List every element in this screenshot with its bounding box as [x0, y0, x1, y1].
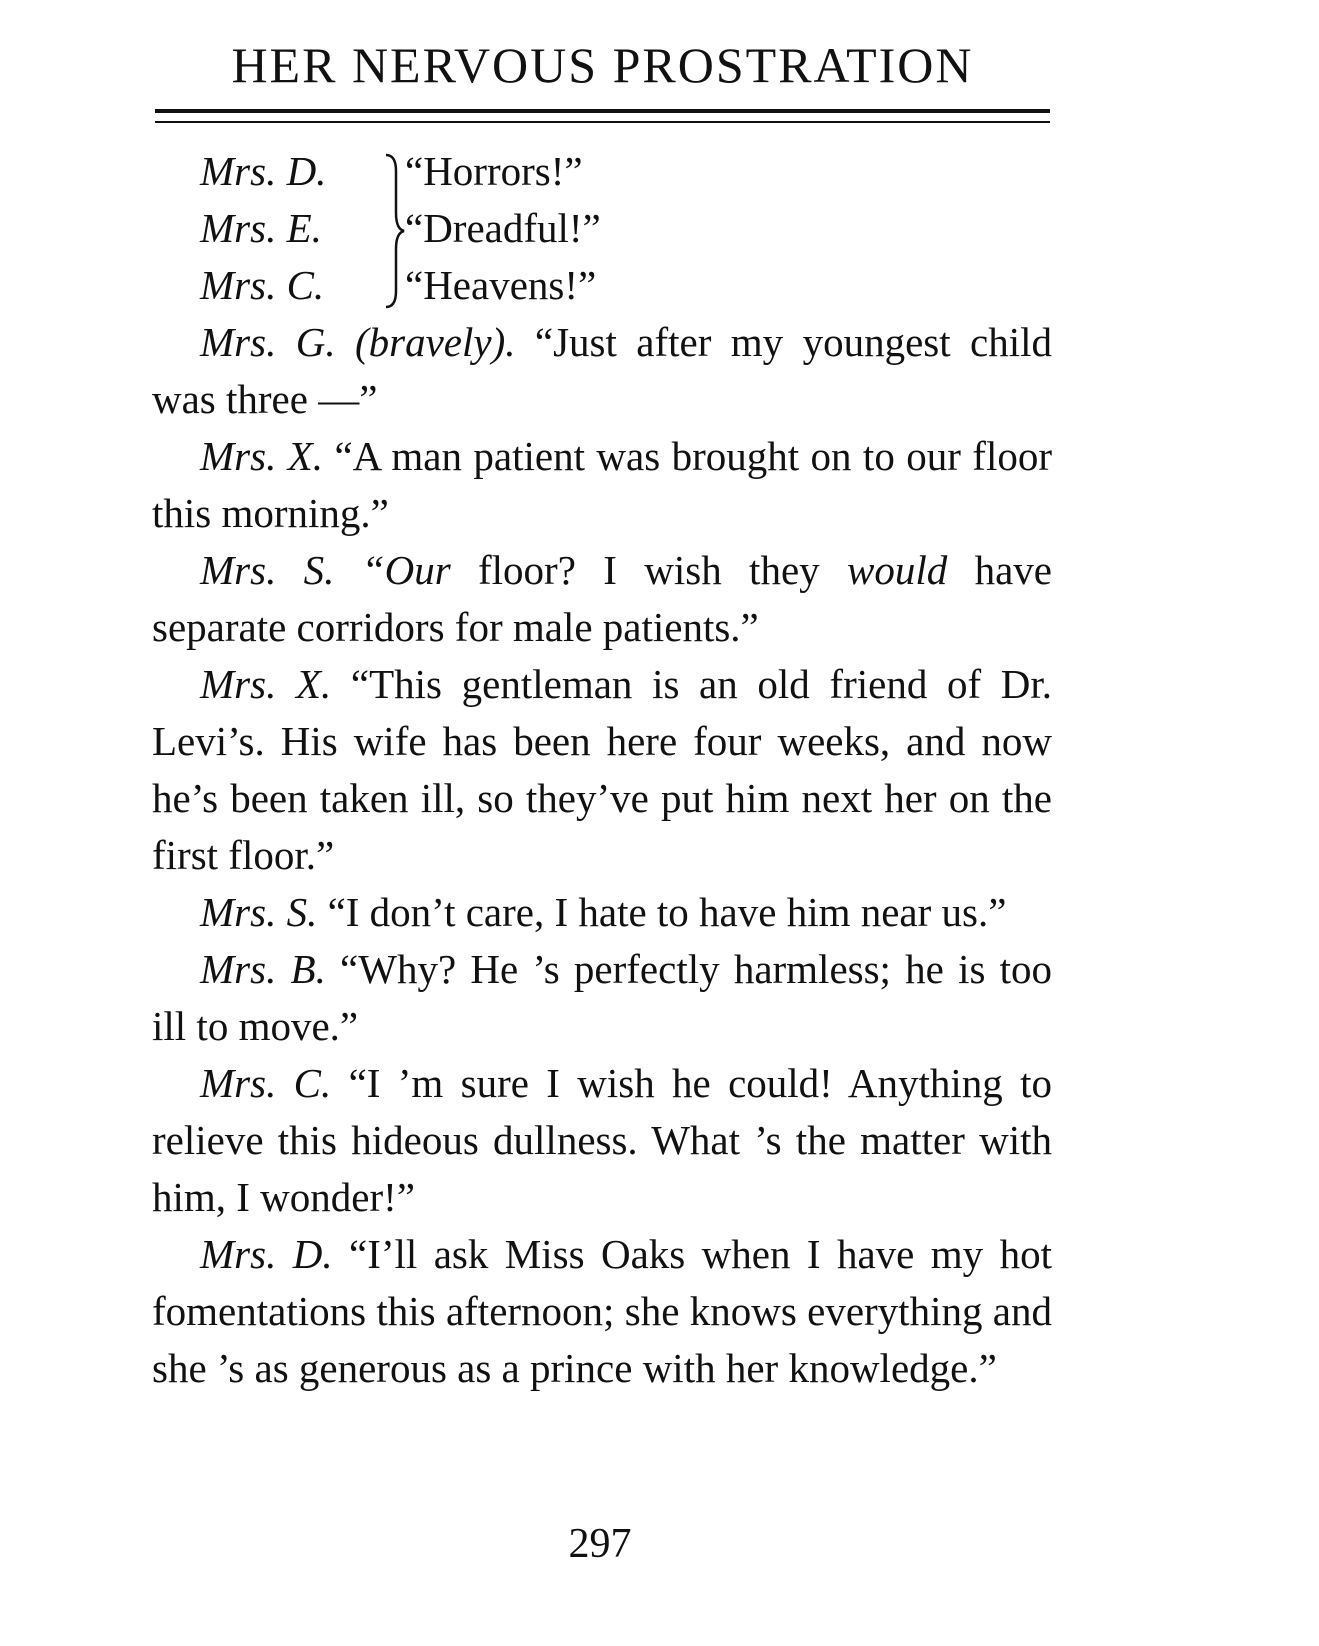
text-block [152, 143, 1052, 1397]
dialogue-paragraph [152, 1055, 1052, 1226]
dialogue-paragraph [152, 428, 1052, 542]
dialogue-text: “This gentleman is an old friend of Dr. Levi’s. His wife has been here four weeks, and now he’s been taken ill, so they’ve put him next her on the first floor.” [152, 661, 1053, 878]
speaker-name: Mrs. X. [200, 661, 332, 707]
header-rule-thick [155, 109, 1050, 113]
chorus-group [152, 143, 1052, 314]
dialogue-text: “I don’t care, I hate to have him near us.” [327, 889, 1007, 935]
chorus-exclamation: “Dreadful!” [405, 205, 601, 251]
speaker-name: Mrs. D. [200, 1231, 333, 1277]
brace-icon [382, 151, 408, 311]
speaker-name: Mrs. B. [200, 946, 326, 992]
dialogue-text: “Why? He ’s perfectly harmless; he is too ill to move.” [152, 946, 1053, 1049]
speaker-name: Mrs. C. [200, 1060, 332, 1106]
speaker-name: Mrs. S. [200, 889, 318, 935]
dialogue-paragraph [152, 542, 1052, 656]
speaker-name: Mrs. E. [200, 205, 322, 251]
dialogue-text: “A man patient was brought on to our floor this morning.” [152, 433, 1053, 536]
speaker-name: Mrs. S. [200, 547, 335, 593]
dialogue-paragraph [152, 884, 1052, 941]
dialogue-paragraph [152, 656, 1052, 884]
emphasis-text: “Our [361, 547, 451, 593]
speaker-name: Mrs. D. [200, 148, 327, 194]
chorus-exclamation: “Horrors!” [405, 148, 583, 194]
running-head: HER NERVOUS PROSTRATION [231, 37, 974, 93]
dialogue-paragraph [152, 314, 1052, 428]
speaker-name: Mrs. G. [200, 319, 336, 365]
emphasis-text: would [847, 547, 948, 593]
header-rule-thin [155, 121, 1050, 123]
dialogue-text: “Just after my youngest child was three —” [152, 319, 1052, 422]
page-number: 297 [568, 1521, 632, 1567]
chorus-exclamation: “Heavens!” [405, 262, 597, 308]
stage-direction: (bravely). [354, 319, 516, 365]
dialogue-text: “I ’m sure I wish he could! Anything to relieve this hideous dullness. What ’s the matter with him, I wonder!” [152, 1060, 1053, 1220]
dialogue-paragraph [152, 1226, 1052, 1397]
dialogue-text: “I’ll ask Miss Oaks when I have my hot fomentations this afternoon; she knows everything and she ’s as generous as a prince with her knowledge.” [152, 1231, 1052, 1391]
speaker-name: Mrs. X. [200, 433, 324, 479]
speaker-name: Mrs. C. [200, 262, 325, 308]
dialogue-text: have separate corridors for male patients.” [152, 547, 1052, 650]
dialogue-paragraph [152, 941, 1052, 1055]
dialogue-text: floor? I wish they [450, 547, 847, 593]
